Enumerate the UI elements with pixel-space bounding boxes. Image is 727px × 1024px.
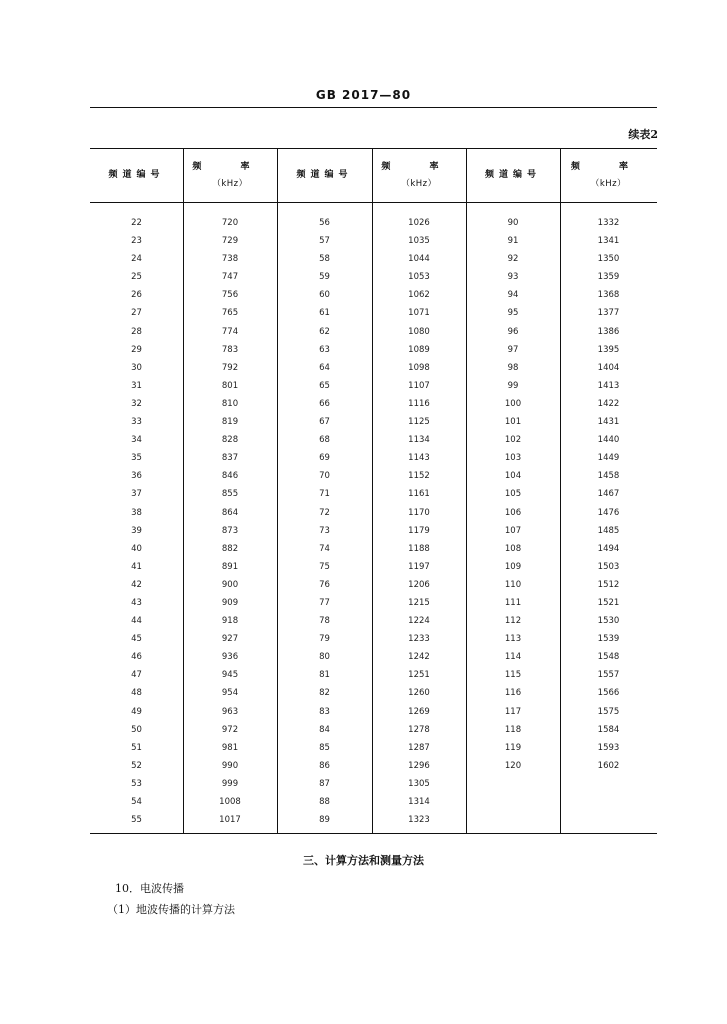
channel-number: 114 bbox=[504, 652, 522, 663]
frequency-value: 1485 bbox=[597, 525, 620, 536]
frequency-value: 1449 bbox=[597, 453, 620, 464]
channel-number: 87 bbox=[319, 778, 330, 789]
frequency-value: 891 bbox=[221, 561, 239, 572]
frequency-value: 1188 bbox=[408, 543, 430, 554]
channel-number: 54 bbox=[131, 797, 142, 807]
frequency-value: 1107 bbox=[408, 380, 430, 391]
channel-number: 82 bbox=[319, 688, 330, 699]
frequency-value: 1593 bbox=[597, 742, 620, 753]
channel-number: 109 bbox=[504, 561, 522, 572]
frequency-value: 1053 bbox=[408, 272, 430, 283]
frequency-value: 1332 bbox=[597, 218, 620, 228]
frequency-value: 1467 bbox=[597, 489, 620, 500]
frequency-value: 864 bbox=[221, 507, 239, 518]
frequency-value: 1008 bbox=[219, 797, 241, 807]
channel-number: 24 bbox=[131, 254, 142, 265]
channel-number: 42 bbox=[131, 579, 142, 590]
channel-number: 43 bbox=[131, 597, 142, 608]
channel-number: 26 bbox=[131, 290, 142, 301]
header-frequency-2 bbox=[372, 149, 466, 202]
channel-number: 36 bbox=[131, 471, 142, 482]
channel-number: 47 bbox=[131, 670, 142, 681]
frequency-value: 1197 bbox=[408, 561, 430, 572]
channel-number: 73 bbox=[319, 525, 330, 536]
channel-number: 94 bbox=[507, 290, 519, 301]
frequency-value: 1215 bbox=[408, 597, 430, 608]
channel-number: 55 bbox=[131, 815, 142, 826]
channel-number: 29 bbox=[131, 344, 142, 355]
frequency-value: 1395 bbox=[597, 344, 620, 355]
frequency-value: 1296 bbox=[408, 760, 430, 771]
frequency-value: 1404 bbox=[597, 362, 620, 373]
channel-number: 50 bbox=[131, 724, 142, 735]
frequency-value: 1233 bbox=[408, 634, 430, 645]
channel-number: 39 bbox=[131, 525, 142, 536]
frequency-value: 810 bbox=[221, 398, 239, 409]
channel-number: 88 bbox=[319, 797, 330, 807]
channel-number: 61 bbox=[319, 308, 330, 319]
frequency-column-2 bbox=[372, 214, 466, 829]
sub-paragraph-heading: （1）地波传播的计算方法 bbox=[107, 903, 235, 916]
frequency-value: 1116 bbox=[408, 398, 430, 409]
frequency-value: 1089 bbox=[408, 344, 430, 355]
frequency-value: 1242 bbox=[408, 652, 430, 663]
section-heading: 三、计算方法和测量方法 bbox=[303, 854, 424, 867]
frequency-value: 1602 bbox=[597, 760, 620, 771]
frequency-value: 1350 bbox=[597, 254, 620, 265]
channel-number: 116 bbox=[504, 688, 522, 699]
channel-number: 51 bbox=[131, 742, 142, 753]
channel-number: 40 bbox=[131, 543, 142, 554]
channel-number: 108 bbox=[504, 543, 522, 554]
frequency-value: 1422 bbox=[597, 398, 620, 409]
frequency-value: 1062 bbox=[408, 290, 430, 301]
frequency-value: 1413 bbox=[597, 380, 620, 391]
frequency-value: 1080 bbox=[408, 326, 430, 337]
channel-number: 25 bbox=[131, 272, 142, 283]
paragraph-heading: 10．电波传播 bbox=[115, 882, 184, 895]
frequency-value: 954 bbox=[221, 688, 239, 699]
frequency-value: 1017 bbox=[219, 815, 241, 826]
channel-number: 120 bbox=[504, 760, 522, 771]
frequency-value: 873 bbox=[221, 525, 239, 536]
channel-number: 106 bbox=[504, 507, 522, 518]
channel-number: 105 bbox=[504, 489, 522, 500]
frequency-value: 1359 bbox=[597, 272, 620, 283]
channel-number: 64 bbox=[319, 362, 330, 373]
frequency-value: 1260 bbox=[408, 688, 430, 699]
channel-number: 83 bbox=[319, 706, 330, 717]
channel-number: 103 bbox=[504, 453, 522, 464]
frequency-value: 1440 bbox=[597, 435, 620, 446]
frequency-value: 756 bbox=[221, 290, 239, 301]
frequency-value: 1035 bbox=[408, 236, 430, 247]
header-channel-2 bbox=[277, 149, 372, 202]
frequency-value: 972 bbox=[221, 724, 239, 735]
channel-number: 89 bbox=[319, 815, 330, 826]
frequency-value: 963 bbox=[221, 706, 239, 717]
header-unit: （kHz） bbox=[212, 178, 248, 189]
frequency-value: 1557 bbox=[597, 670, 620, 681]
channel-number: 59 bbox=[319, 272, 330, 283]
frequency-value: 729 bbox=[221, 236, 239, 247]
channel-column-3 bbox=[466, 214, 560, 775]
frequency-value: 792 bbox=[221, 362, 239, 373]
frequency-value: 1341 bbox=[597, 236, 620, 247]
channel-number: 48 bbox=[131, 688, 142, 699]
header-channel-1 bbox=[90, 149, 183, 202]
channel-number: 102 bbox=[504, 435, 522, 446]
frequency-value: 1476 bbox=[597, 507, 620, 518]
channel-number: 63 bbox=[319, 344, 330, 355]
frequency-value: 1026 bbox=[408, 218, 430, 228]
channel-number: 66 bbox=[319, 398, 330, 409]
channel-number: 98 bbox=[507, 362, 519, 373]
frequency-value: 1071 bbox=[408, 308, 430, 319]
channel-number: 91 bbox=[507, 236, 519, 247]
channel-number: 65 bbox=[319, 380, 330, 391]
channel-number: 27 bbox=[131, 308, 142, 319]
channel-number: 23 bbox=[131, 236, 142, 247]
frequency-value: 837 bbox=[221, 453, 239, 464]
channel-number: 95 bbox=[507, 308, 519, 319]
channel-number: 68 bbox=[319, 435, 330, 446]
frequency-value: 999 bbox=[221, 778, 239, 789]
frequency-value: 1368 bbox=[597, 290, 620, 301]
channel-number: 38 bbox=[131, 507, 142, 518]
frequency-value: 846 bbox=[221, 471, 239, 482]
channel-number: 70 bbox=[319, 471, 330, 482]
header-frequency-3 bbox=[560, 149, 657, 202]
frequency-value: 1323 bbox=[408, 815, 430, 826]
header-channel-label: 频道编号 bbox=[484, 170, 541, 180]
header-frequency-label: 频 率 bbox=[192, 161, 268, 172]
frequency-value: 1503 bbox=[597, 561, 620, 572]
frequency-value: 900 bbox=[221, 579, 239, 590]
channel-number: 112 bbox=[504, 616, 522, 627]
frequency-value: 1251 bbox=[408, 670, 430, 681]
frequency-value: 882 bbox=[221, 543, 239, 554]
channel-number: 72 bbox=[319, 507, 330, 518]
channel-number: 90 bbox=[507, 218, 519, 228]
frequency-value: 1431 bbox=[597, 417, 620, 428]
channel-number: 35 bbox=[131, 453, 142, 464]
channel-number: 80 bbox=[319, 652, 330, 663]
channel-number: 71 bbox=[319, 489, 330, 500]
frequency-value: 1269 bbox=[408, 706, 430, 717]
channel-number: 101 bbox=[504, 417, 522, 428]
frequency-value: 1179 bbox=[408, 525, 430, 536]
frequency-value: 1314 bbox=[408, 797, 430, 807]
frequency-value: 783 bbox=[221, 344, 239, 355]
channel-number: 52 bbox=[131, 760, 142, 771]
channel-number: 69 bbox=[319, 453, 330, 464]
frequency-value: 801 bbox=[221, 380, 239, 391]
channel-number: 99 bbox=[507, 380, 519, 391]
frequency-value: 1170 bbox=[408, 507, 430, 518]
frequency-table bbox=[90, 148, 657, 834]
frequency-value: 720 bbox=[221, 218, 239, 228]
channel-number: 75 bbox=[319, 561, 330, 572]
channel-number: 92 bbox=[507, 254, 519, 265]
frequency-value: 1386 bbox=[597, 326, 620, 337]
channel-number: 100 bbox=[504, 398, 522, 409]
frequency-value: 945 bbox=[221, 670, 239, 681]
frequency-value: 774 bbox=[221, 326, 239, 337]
channel-number: 104 bbox=[504, 471, 522, 482]
header-divider bbox=[90, 202, 657, 203]
frequency-value: 1548 bbox=[597, 652, 620, 663]
frequency-value: 1098 bbox=[408, 362, 430, 373]
frequency-value: 1530 bbox=[597, 616, 620, 627]
header-channel-3 bbox=[466, 149, 560, 202]
channel-number: 41 bbox=[131, 561, 142, 572]
channel-number: 74 bbox=[319, 543, 330, 554]
channel-number: 49 bbox=[131, 706, 142, 717]
frequency-value: 1152 bbox=[408, 471, 430, 482]
channel-number: 37 bbox=[131, 489, 142, 500]
standard-code: GB 2017—80 bbox=[315, 88, 412, 102]
channel-number: 118 bbox=[504, 724, 522, 735]
channel-number: 78 bbox=[319, 616, 330, 627]
channel-number: 86 bbox=[319, 760, 330, 771]
frequency-value: 1539 bbox=[597, 634, 620, 645]
frequency-value: 747 bbox=[221, 272, 239, 283]
frequency-value: 1044 bbox=[408, 254, 430, 265]
header-unit: （kHz） bbox=[590, 178, 627, 189]
header-frequency-1 bbox=[183, 149, 277, 202]
channel-number: 45 bbox=[131, 634, 142, 645]
channel-column-2 bbox=[277, 214, 372, 829]
channel-number: 53 bbox=[131, 778, 142, 789]
frequency-value: 1287 bbox=[408, 742, 430, 753]
frequency-value: 1206 bbox=[408, 579, 430, 590]
channel-number: 33 bbox=[131, 417, 142, 428]
channel-number: 57 bbox=[319, 236, 330, 247]
frequency-value: 1377 bbox=[597, 308, 620, 319]
continuation-label: 续表2 bbox=[628, 128, 658, 141]
frequency-value: 1575 bbox=[597, 706, 620, 717]
header-channel-label: 频道编号 bbox=[108, 170, 165, 180]
channel-number: 34 bbox=[131, 435, 142, 446]
frequency-value: 1125 bbox=[408, 417, 430, 428]
frequency-value: 927 bbox=[221, 634, 239, 645]
frequency-column-1 bbox=[183, 214, 277, 829]
top-rule bbox=[90, 107, 657, 108]
channel-number: 110 bbox=[504, 579, 522, 590]
frequency-value: 1143 bbox=[408, 453, 430, 464]
frequency-value: 1566 bbox=[597, 688, 620, 699]
channel-number: 44 bbox=[131, 616, 142, 627]
header-frequency-label: 频 率 bbox=[381, 161, 457, 172]
channel-number: 77 bbox=[319, 597, 330, 608]
frequency-value: 855 bbox=[221, 489, 239, 500]
frequency-value: 1134 bbox=[408, 435, 430, 446]
channel-number: 58 bbox=[319, 254, 330, 265]
frequency-value: 981 bbox=[221, 742, 239, 753]
frequency-value: 990 bbox=[221, 760, 239, 771]
header-frequency-label: 频 率 bbox=[570, 161, 647, 172]
frequency-value: 1512 bbox=[597, 579, 620, 590]
channel-number: 28 bbox=[131, 326, 142, 337]
channel-number: 60 bbox=[319, 290, 330, 301]
frequency-value: 1458 bbox=[597, 471, 620, 482]
channel-number: 115 bbox=[504, 670, 522, 681]
channel-number: 96 bbox=[507, 326, 519, 337]
channel-number: 67 bbox=[319, 417, 330, 428]
channel-number: 111 bbox=[504, 597, 522, 608]
channel-number: 56 bbox=[319, 218, 330, 228]
frequency-value: 738 bbox=[221, 254, 239, 265]
channel-number: 62 bbox=[319, 326, 330, 337]
frequency-value: 1584 bbox=[597, 724, 620, 735]
channel-number: 85 bbox=[319, 742, 330, 753]
frequency-value: 1224 bbox=[408, 616, 430, 627]
header-channel-label: 频道编号 bbox=[296, 170, 353, 180]
frequency-value: 819 bbox=[221, 417, 239, 428]
channel-column-1 bbox=[90, 214, 183, 829]
channel-number: 76 bbox=[319, 579, 330, 590]
channel-number: 81 bbox=[319, 670, 330, 681]
channel-number: 93 bbox=[507, 272, 519, 283]
frequency-value: 765 bbox=[221, 308, 239, 319]
channel-number: 32 bbox=[131, 398, 142, 409]
header-unit: （kHz） bbox=[401, 178, 437, 189]
channel-number: 30 bbox=[131, 362, 142, 373]
frequency-value: 1521 bbox=[597, 597, 620, 608]
frequency-value: 936 bbox=[221, 652, 239, 663]
frequency-value: 1305 bbox=[408, 778, 430, 789]
channel-number: 84 bbox=[319, 724, 330, 735]
channel-number: 79 bbox=[319, 634, 330, 645]
channel-number: 117 bbox=[504, 706, 522, 717]
channel-number: 113 bbox=[504, 634, 522, 645]
channel-number: 119 bbox=[504, 742, 522, 753]
frequency-value: 909 bbox=[221, 597, 239, 608]
channel-number: 46 bbox=[131, 652, 142, 663]
frequency-value: 1494 bbox=[597, 543, 620, 554]
frequency-value: 1161 bbox=[408, 489, 430, 500]
channel-number: 31 bbox=[131, 380, 142, 391]
frequency-value: 918 bbox=[221, 616, 239, 627]
frequency-value: 1278 bbox=[408, 724, 430, 735]
frequency-column-3 bbox=[560, 214, 657, 775]
channel-number: 107 bbox=[504, 525, 522, 536]
frequency-value: 828 bbox=[221, 435, 239, 446]
channel-number: 22 bbox=[131, 218, 142, 228]
channel-number: 97 bbox=[507, 344, 519, 355]
